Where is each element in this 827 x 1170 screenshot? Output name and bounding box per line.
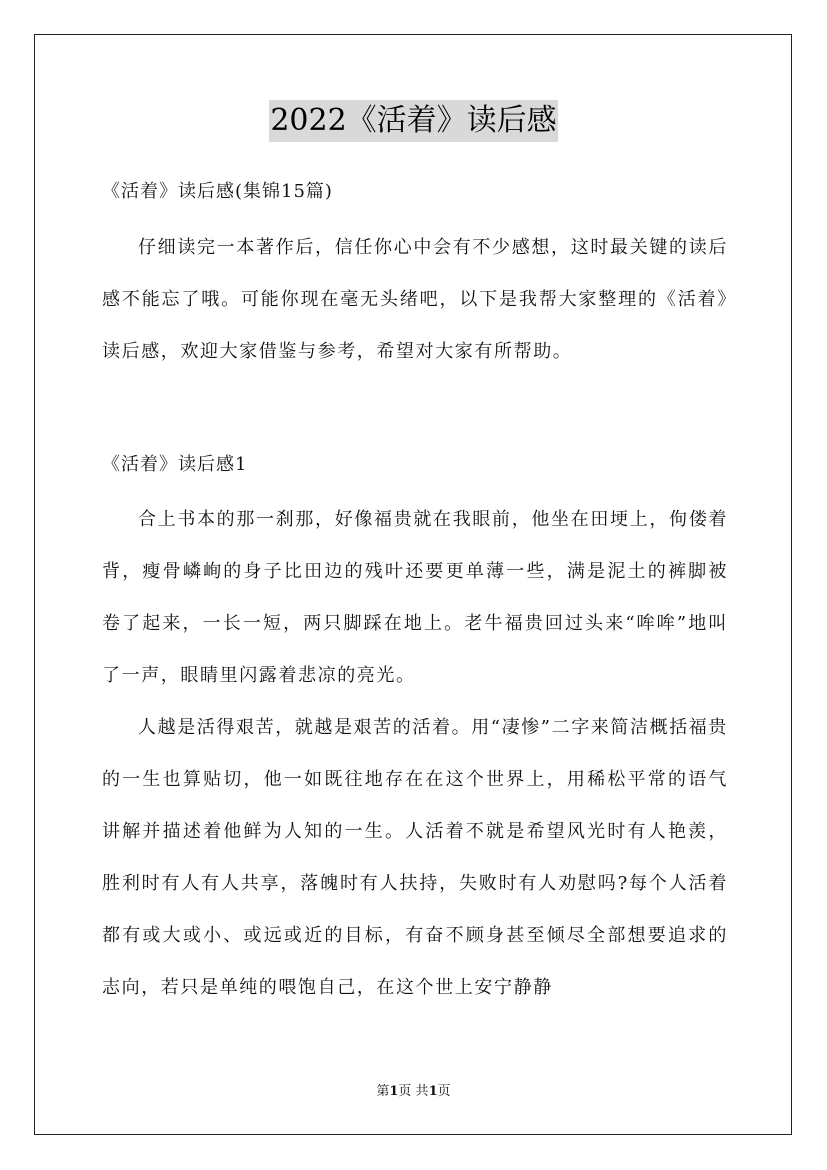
title-container xyxy=(0,100,827,142)
body-paragraph-1: 合上书本的那一刹那，好像福贵就在我眼前，他坐在田埂上，佝偻着背，瘦骨嶙峋的身子比田边的残叶还要更单薄一些，满是泥土的裤脚被卷了起来，一长一短，两只脚踩在地上。老牛福贵回过头来“哞哞”地叫了一声，眼睛里闪露着悲凉的亮光。 xyxy=(102,509,728,686)
page-footer xyxy=(0,1083,827,1101)
footer-mid: 页 共 xyxy=(398,1084,429,1099)
document-subtitle: 《活着》读后感(集锦15篇) xyxy=(102,181,333,202)
section-heading: 《活着》读后感1 xyxy=(102,454,248,475)
footer-prefix: 第 xyxy=(376,1084,390,1099)
intro-block xyxy=(102,222,728,378)
footer-page-current: 1 xyxy=(389,1084,399,1099)
body-block xyxy=(102,494,728,1014)
document-title: 2022《活着》读后感 xyxy=(269,100,557,142)
footer-page-total: 1 xyxy=(428,1084,438,1099)
body-paragraph-2: 人越是活得艰苦，就越是艰苦的活着。用“凄惨”二字来简洁概括福贵的一生也算贴切，他一如既往地存在在这个世界上，用稀松平常的语气讲解并描述着他鲜为人知的一生。人活着不就是希望风光时有人艳羡，胜利时有人有人共享，落魄时有人扶持，失败时有人劝慰吗?每个人活着都有或大或小、或远或近的目标，有奋不顾身甚至倾尽全部想要追求的志向，若只是单纯的喂饱自己，在这个世上安宁静静 xyxy=(102,717,729,998)
footer-suffix: 页 xyxy=(437,1084,451,1099)
intro-paragraph: 仔细读完一本著作后，信任你心中会有不少感想，这时最关键的读后感不能忘了哦。可能你现在毫无头绪吧，以下是我帮大家整理的《活着》读后感，欢迎大家借鉴与参考，希望对大家有所帮助。 xyxy=(102,237,728,362)
